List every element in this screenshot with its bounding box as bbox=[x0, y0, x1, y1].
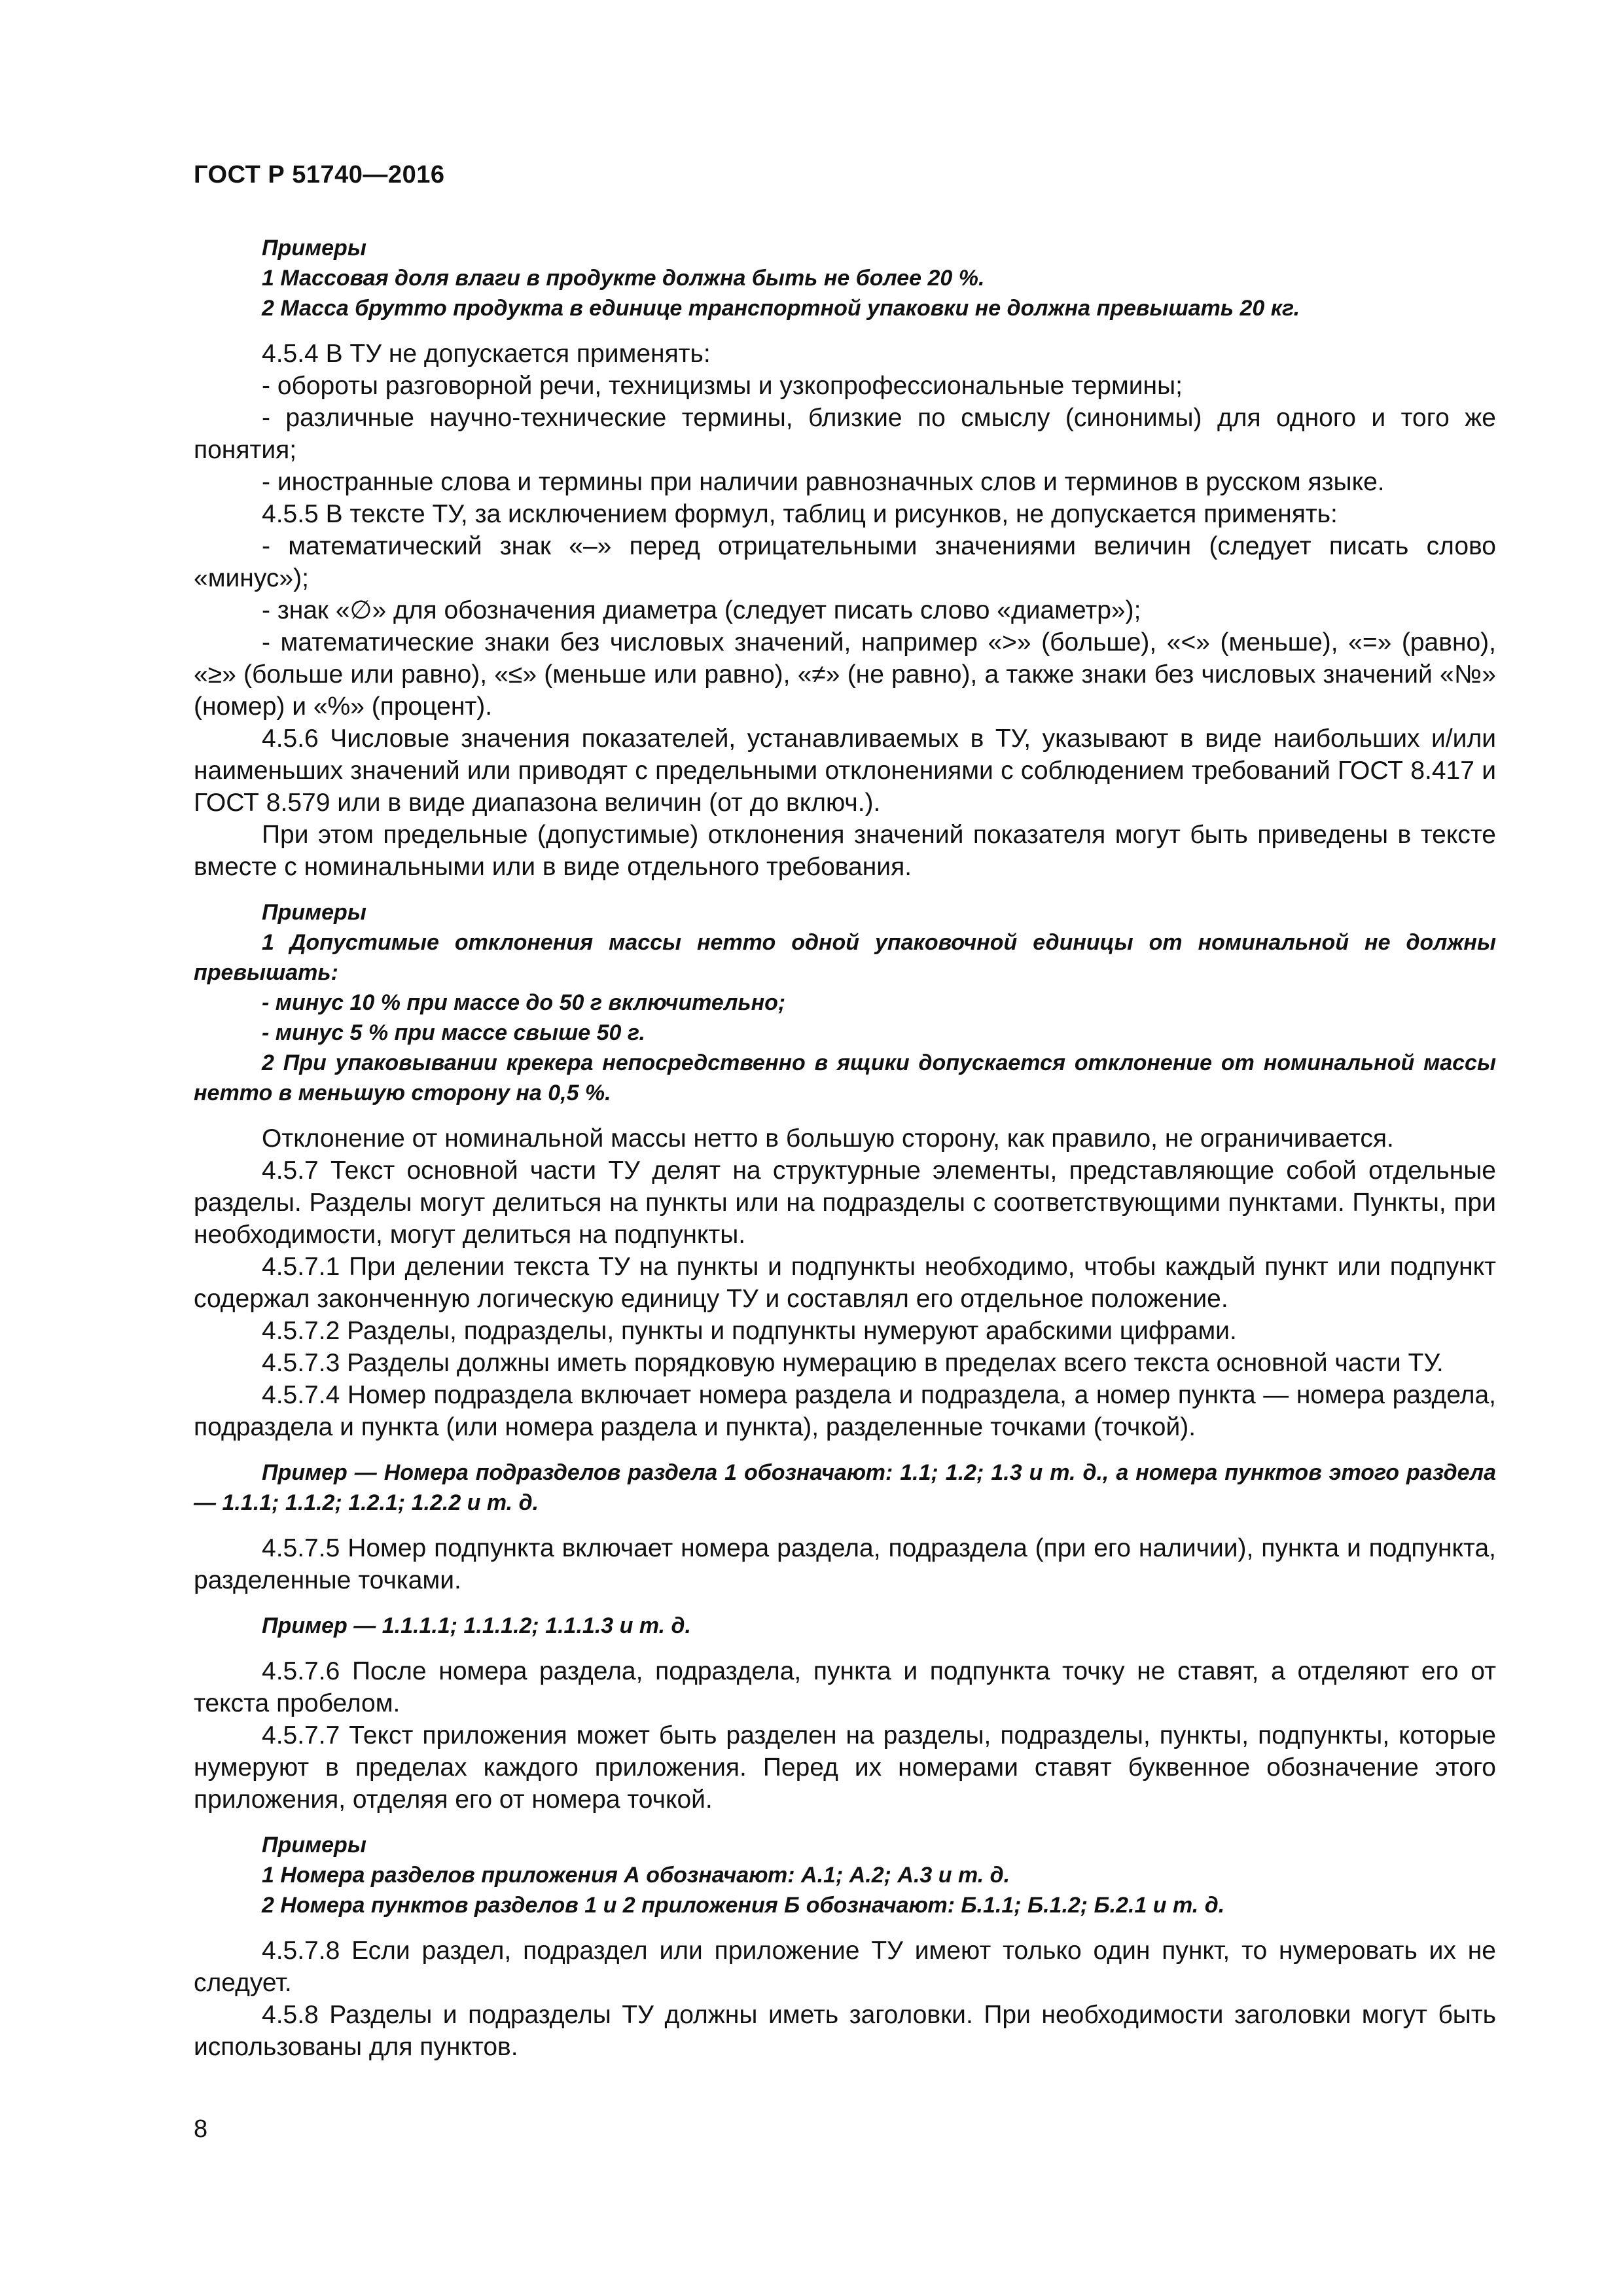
body-paragraph: 4.5.7.7 Текст приложения может быть разделен на разделы, подразделы, пункты, подпункты, которые нумеруют в пределах каждого приложения. Перед их номерами ставят буквенное обозначение этого приложения, отделяя его от номера точкой. bbox=[194, 1721, 1496, 1814]
body-paragraph: - различные научно-технические термины, близкие по смыслу (синонимы) для одного и того же понятия; bbox=[194, 404, 1496, 464]
body-paragraph: При этом предельные (допустимые) отклонения значений показателя могут быть приведены в тексте вместе с номинальными или в виде отдельного требования. bbox=[194, 821, 1496, 881]
body-paragraph: - обороты разговорной речи, техницизмы и узкопрофессиональные термины; bbox=[262, 372, 1183, 400]
example-paragraph: - минус 10 % при массе до 50 г включительно; bbox=[262, 990, 786, 1015]
example-paragraph: Примеры bbox=[262, 236, 366, 260]
example-paragraph: Примеры bbox=[262, 900, 366, 925]
body-paragraph: 4.5.8 Разделы и подразделы ТУ должны иметь заголовки. При необходимости заголовки могут быть использованы для пунктов. bbox=[194, 2001, 1496, 2061]
body-paragraph: 4.5.7.2 Разделы, подразделы, пункты и подпункты нумеруют арабскими цифрами. bbox=[262, 1317, 1237, 1345]
body-paragraph: 4.5.7.1 При делении текста ТУ на пункты и подпункты необходимо, чтобы каждый пункт или подпункт содержал законченную логическую единицу ТУ и составлял его отдельное положение. bbox=[194, 1253, 1496, 1313]
example-paragraph: 1 Массовая доля влаги в продукте должна быть не более 20 %. bbox=[262, 266, 985, 291]
body-paragraph: 4.5.7 Текст основной части ТУ делят на структурные элементы, представляющие собой отдельные разделы. Разделы могут делиться на пункты или на подразделы с соответствующими пунктами. Пункты, при необходимости, могут делиться на подпункты. bbox=[194, 1157, 1496, 1249]
page-number: 8 bbox=[194, 2115, 208, 2143]
document-header: ГОСТ Р 51740—2016 bbox=[194, 161, 445, 188]
body-paragraph: - математический знак «–» перед отрицательными значениями величин (следует писать слово «минус»); bbox=[194, 532, 1496, 592]
body-paragraph: 4.5.6 Числовые значения показателей, устанавливаемых в ТУ, указывают в виде наибольших и/или наименьших значений или приводят с предельными отклонениями с соблюдением требований ГОСТ 8.417 и ГОСТ 8.579 или в виде диапазона величин (от до включ.). bbox=[194, 725, 1496, 817]
document-body bbox=[194, 233, 1496, 2063]
body-paragraph: 4.5.7.4 Номер подраздела включает номера раздела и подраздела, а номер пункта — номера раздела, подраздела и пункта (или номера раздела и пункта), разделенные точками (точкой). bbox=[194, 1381, 1496, 1441]
body-paragraph: 4.5.7.5 Номер подпункта включает номера раздела, подраздела (при его наличии), пункта и подпункта, разделенные точками. bbox=[194, 1534, 1496, 1594]
example-paragraph: 2 Номера пунктов разделов 1 и 2 приложения Б обозначают: Б.1.1; Б.1.2; Б.2.1 и т. д. bbox=[262, 1893, 1225, 1918]
example-paragraph: 1 Номера разделов приложения А обозначают: А.1; А.2; А.3 и т. д. bbox=[262, 1863, 1010, 1888]
example-paragraph: 1 Допустимые отклонения массы нетто одной упаковочной единицы от номинальной не должны превышать: bbox=[194, 930, 1496, 985]
body-paragraph: 4.5.7.6 После номера раздела, подраздела, пункта и подпункта точку не ставят, а отделяют его от текста пробелом. bbox=[194, 1657, 1496, 1717]
example-paragraph: Пример — 1.1.1.1; 1.1.1.2; 1.1.1.3 и т. д. bbox=[262, 1613, 691, 1638]
body-paragraph: - знак «∅» для обозначения диаметра (следует писать слово «диаметр»); bbox=[262, 596, 1141, 624]
example-paragraph: Примеры bbox=[262, 1833, 366, 1857]
example-paragraph: - минус 5 % при массе свыше 50 г. bbox=[262, 1020, 645, 1045]
body-paragraph: 4.5.4 В ТУ не допускается применять: bbox=[262, 340, 711, 368]
body-paragraph: Отклонение от номинальной массы нетто в большую сторону, как правило, не ограничивается. bbox=[262, 1124, 1394, 1153]
example-paragraph: 2 При упаковывании крекера непосредственно в ящики допускается отклонение от номинальной массы нетто в меньшую сторону на 0,5 %. bbox=[194, 1050, 1496, 1105]
body-paragraph: 4.5.7.8 Если раздел, подраздел или приложение ТУ имеют только один пункт, то нумеровать их не следует. bbox=[194, 1937, 1496, 1997]
body-paragraph: - иностранные слова и термины при наличии равнозначных слов и терминов в русском языке. bbox=[262, 468, 1385, 496]
body-paragraph: - математические знаки без числовых значений, например «>» (больше), «<» (меньше), «=» (равно), «≥» (больше или равно), «≤» (меньше или равно), «≠» (не равно), а также знаки без числовых значений «№» (номер) и «%» (процент). bbox=[194, 628, 1496, 721]
example-paragraph: Пример — Номера подразделов раздела 1 обозначают: 1.1; 1.2; 1.3 и т. д., а номера пунктов этого раздела — 1.1.1; 1.1.2; 1.2.1; 1.2.2 и т. д. bbox=[194, 1460, 1496, 1515]
body-paragraph: 4.5.5 В тексте ТУ, за исключением формул, таблиц и рисунков, не допускается применять: bbox=[262, 500, 1338, 528]
body-paragraph: 4.5.7.3 Разделы должны иметь порядковую нумерацию в пределах всего текста основной части ТУ. bbox=[262, 1349, 1444, 1377]
example-paragraph: 2 Масса брутто продукта в единице транспортной упаковки не должна превышать 20 кг. bbox=[262, 296, 1300, 321]
